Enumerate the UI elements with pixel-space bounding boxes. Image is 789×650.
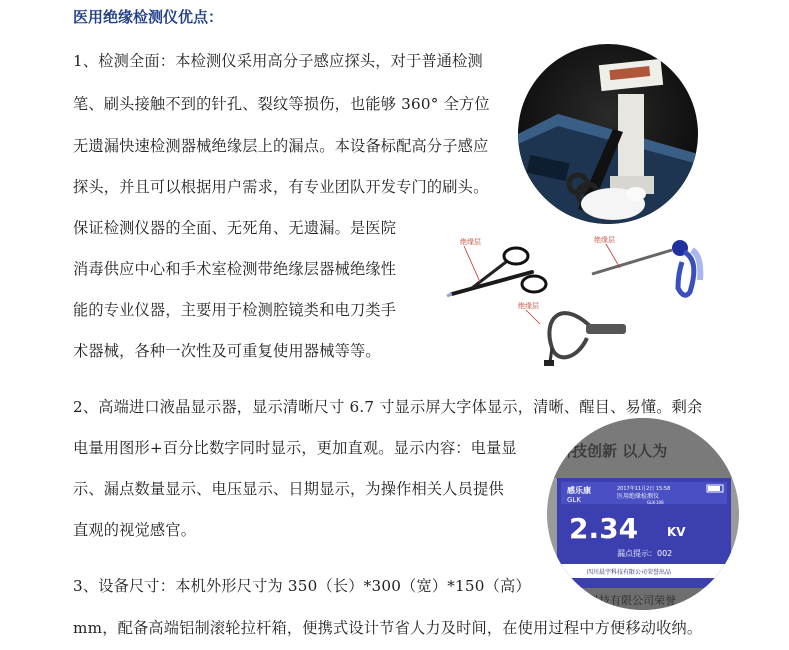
- section1-line: 笔、刷头接触不到的针孔、裂纹等损伤，也能够 360° 全方位: [73, 95, 490, 113]
- probe-photo: [518, 44, 698, 224]
- section2-line: 2、高端进口液晶显示器，显示清晰尺寸 6.7 寸显示屏大字体显示，清晰、醒目、易懂。剩余: [73, 398, 703, 416]
- brand-cn: 感乐康: [567, 486, 591, 495]
- section1-line: 消毒供应中心和手术室检测带绝缘层器械绝缘性: [73, 260, 397, 278]
- insulation-label: 绝缘层: [594, 236, 615, 244]
- page-title: 医用绝缘检测仪优点：: [73, 8, 224, 26]
- company-text: 四川晨宇科技有限公司荣誉出品: [587, 569, 672, 576]
- section1-line: 术器械，各种一次性及可重复使用器械等等。: [73, 342, 381, 360]
- insulation-label: 绝缘层: [460, 238, 481, 246]
- section3-line: mm，配备高端铝制滚轮拉杆箱，便携式设计节省人力及时间，在使用过程中方便移动收纳。: [73, 619, 703, 637]
- device-name-text: 医用绝缘检测仪: [617, 493, 660, 500]
- banner-text: 科技创新 以人为: [557, 442, 668, 460]
- section1-line: 探头，并且可以根据用户需求，有专业团队开发专门的刷头。: [73, 178, 489, 196]
- section1-line: 1、检测全面：本检测仪采用高分子感应探头，对于普通检测: [73, 52, 483, 70]
- section3-line: 3、设备尺寸：本机外形尺寸为 350（长）*300（宽）*150（高）: [73, 577, 531, 595]
- probe-illustration: [518, 44, 698, 224]
- display-illustration: [547, 418, 739, 610]
- instruments-photo: [442, 228, 727, 378]
- insulation-label: 绝缘层: [518, 302, 539, 310]
- model-text: GLK-108: [647, 500, 664, 505]
- section1-line: 保证检测仪器的全面、无死角、无遗漏。是医院: [73, 219, 397, 237]
- voltage-unit: KV: [667, 525, 686, 539]
- voltage-reading: 2.34: [569, 512, 639, 545]
- section1-line: 无遗漏快速检测器械绝缘层上的漏点。本设备标配高分子感应: [73, 137, 489, 155]
- section2-line: 示、漏点数量显示、电压显示、日期显示，为操作相关人员提供: [73, 480, 504, 498]
- instruments-illustration: [442, 228, 727, 378]
- datetime-text: 2017年11月2日 15:58: [617, 486, 671, 492]
- display-photo: [547, 418, 739, 610]
- leak-count-text: 漏点提示：002: [617, 549, 673, 558]
- battery-icon: [708, 486, 720, 491]
- section2-line: 直观的视觉感官。: [73, 521, 197, 539]
- brand-en: GLK: [567, 496, 581, 504]
- section1-line: 能的专业仪器，主要用于检测腔镜类和电刀类手: [73, 301, 397, 319]
- bottom-banner-text: 宇科技有限公司荣誉: [577, 594, 676, 607]
- section2-line: 电量用图形+百分比数字同时显示，更加直观。显示内容：电量显: [73, 439, 517, 457]
